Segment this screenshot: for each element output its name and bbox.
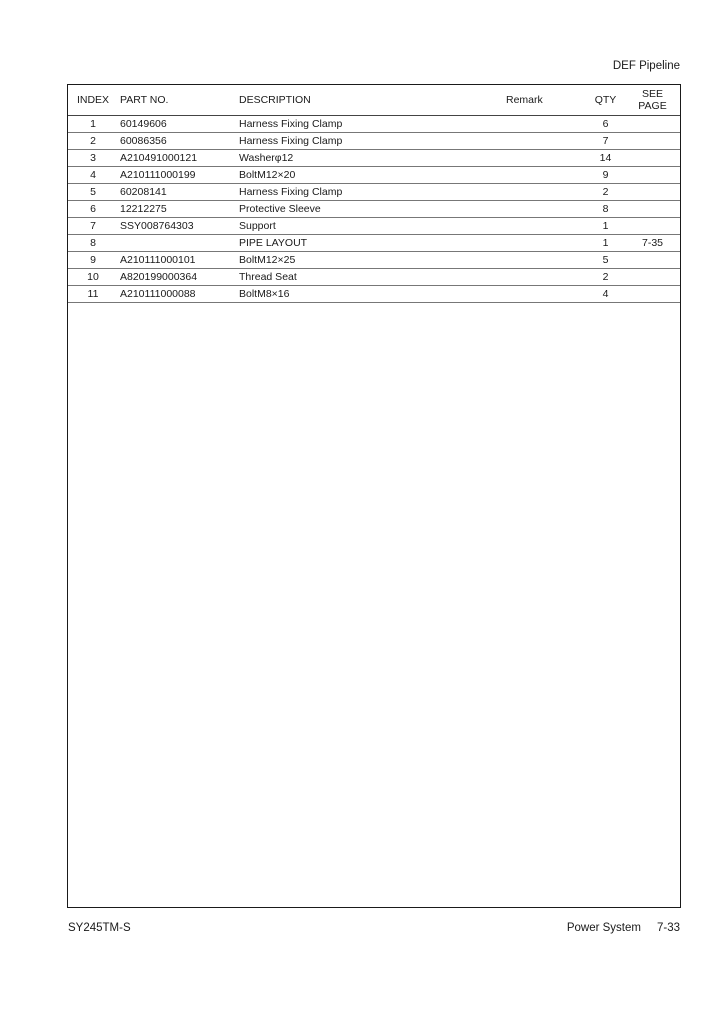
cell-remark xyxy=(506,269,586,286)
cell-qty: 4 xyxy=(586,286,625,303)
cell-part-no: A820199000364 xyxy=(118,269,237,286)
cell-part-no: A210111000199 xyxy=(118,167,237,184)
cell-remark xyxy=(506,184,586,201)
column-header-see-page xyxy=(625,85,680,116)
table-row xyxy=(68,269,680,286)
table-row xyxy=(68,218,680,235)
parts-table-body xyxy=(68,116,680,303)
cell-remark xyxy=(506,167,586,184)
cell-part-no xyxy=(118,235,237,252)
cell-description: BoltM12×20 xyxy=(237,167,506,184)
cell-index: 3 xyxy=(68,150,118,167)
cell-see-page xyxy=(625,218,680,235)
cell-index: 1 xyxy=(68,116,118,133)
cell-index: 8 xyxy=(68,235,118,252)
footer-section: Power System xyxy=(566,922,641,934)
cell-part-no: A210491000121 xyxy=(118,150,237,167)
table-row xyxy=(68,201,680,218)
cell-index: 9 xyxy=(68,252,118,269)
cell-remark xyxy=(506,116,586,133)
cell-part-no: 60086356 xyxy=(118,133,237,150)
parts-list-frame xyxy=(67,84,681,908)
cell-remark xyxy=(506,201,586,218)
cell-see-page: 7-35 xyxy=(625,235,680,252)
page-section-title: DEF Pipeline xyxy=(612,60,680,72)
cell-remark xyxy=(506,286,586,303)
cell-description: Harness Fixing Clamp xyxy=(237,133,506,150)
cell-see-page xyxy=(625,184,680,201)
table-row xyxy=(68,133,680,150)
column-header-index: INDEX xyxy=(68,85,118,116)
cell-description: Harness Fixing Clamp xyxy=(237,184,506,201)
cell-see-page xyxy=(625,150,680,167)
cell-see-page xyxy=(625,201,680,218)
footer-page-number: 7-33 xyxy=(656,922,680,934)
cell-description: PIPE LAYOUT xyxy=(237,235,506,252)
cell-qty: 6 xyxy=(586,116,625,133)
cell-see-page xyxy=(625,286,680,303)
column-header-remark: Remark xyxy=(506,85,586,116)
cell-index: 11 xyxy=(68,286,118,303)
cell-qty: 2 xyxy=(586,184,625,201)
cell-description: Harness Fixing Clamp xyxy=(237,116,506,133)
cell-qty: 5 xyxy=(586,252,625,269)
cell-part-no: A210111000088 xyxy=(118,286,237,303)
parts-table xyxy=(68,85,680,303)
cell-qty: 1 xyxy=(586,218,625,235)
cell-see-page xyxy=(625,252,680,269)
cell-description: BoltM12×25 xyxy=(237,252,506,269)
cell-description: Support xyxy=(237,218,506,235)
table-row xyxy=(68,235,680,252)
cell-index: 10 xyxy=(68,269,118,286)
see-page-header-line: SEE xyxy=(641,88,663,100)
cell-qty: 8 xyxy=(586,201,625,218)
column-header-part-no: PART NO. xyxy=(118,85,237,116)
column-header-description: DESCRIPTION xyxy=(237,85,506,116)
cell-index: 4 xyxy=(68,167,118,184)
cell-index: 6 xyxy=(68,201,118,218)
table-row xyxy=(68,150,680,167)
footer-page-info xyxy=(567,922,680,934)
table-row xyxy=(68,286,680,303)
cell-remark xyxy=(506,235,586,252)
cell-part-no: A210111000101 xyxy=(118,252,237,269)
column-header-qty: QTY xyxy=(586,85,625,116)
cell-remark xyxy=(506,218,586,235)
footer-model: SY245TM-S xyxy=(68,922,131,934)
cell-index: 7 xyxy=(68,218,118,235)
cell-see-page xyxy=(625,133,680,150)
cell-qty: 7 xyxy=(586,133,625,150)
cell-index: 2 xyxy=(68,133,118,150)
cell-remark xyxy=(506,133,586,150)
cell-index: 5 xyxy=(68,184,118,201)
cell-part-no: 60149606 xyxy=(118,116,237,133)
cell-qty: 2 xyxy=(586,269,625,286)
cell-remark xyxy=(506,150,586,167)
cell-see-page xyxy=(625,167,680,184)
table-row xyxy=(68,116,680,133)
cell-remark xyxy=(506,252,586,269)
table-header-row xyxy=(68,85,680,116)
cell-part-no: 12212275 xyxy=(118,201,237,218)
cell-see-page xyxy=(625,269,680,286)
cell-part-no: SSY008764303 xyxy=(118,218,237,235)
see-page-header-line: PAGE xyxy=(638,100,667,112)
cell-see-page xyxy=(625,116,680,133)
table-row xyxy=(68,184,680,201)
cell-description: Washerφ12 xyxy=(237,150,506,167)
table-row xyxy=(68,167,680,184)
cell-qty: 14 xyxy=(586,150,625,167)
cell-part-no: 60208141 xyxy=(118,184,237,201)
cell-qty: 9 xyxy=(586,167,625,184)
cell-description: Thread Seat xyxy=(237,269,506,286)
cell-description: BoltM8×16 xyxy=(237,286,506,303)
table-row xyxy=(68,252,680,269)
cell-description: Protective Sleeve xyxy=(237,201,506,218)
cell-qty: 1 xyxy=(586,235,625,252)
